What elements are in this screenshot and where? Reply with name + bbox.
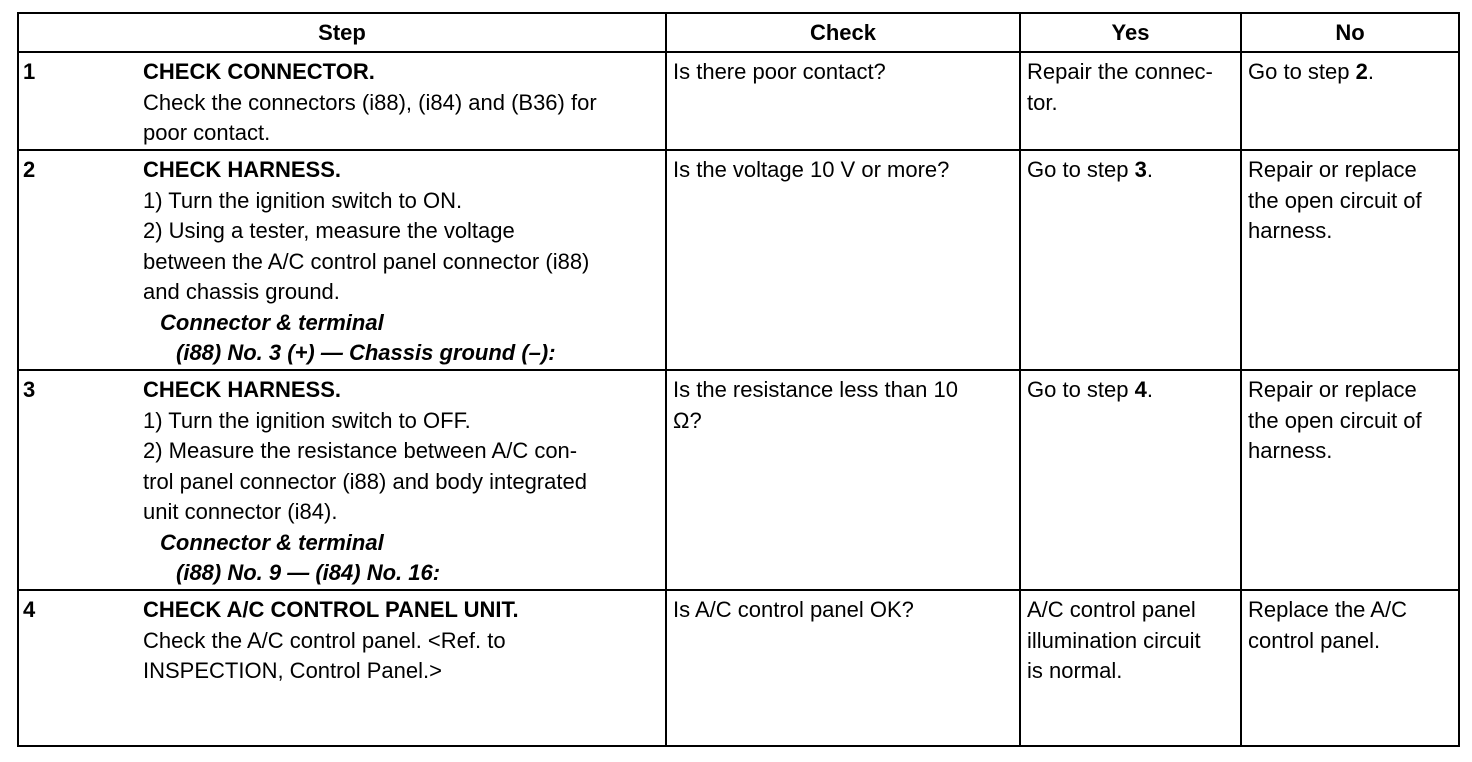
check-cell [665,371,1019,589]
step-title: CHECK HARNESS. [143,157,342,182]
step-text: between the A/C control panel connector (i88) [143,248,590,274]
header-no: No [1240,14,1458,51]
check-text: Is the voltage 10 V or more? [673,157,950,182]
yes-text: is normal. [1027,658,1123,683]
yes-text: Repair the connec- [1027,59,1213,84]
connector-terminal-label: Connector & terminal [160,529,384,555]
yes-text: illumination circuit [1027,627,1201,653]
step-text: and chassis ground. [143,279,340,304]
header-check: Check [665,14,1019,51]
no-text-suffix: . [1367,59,1374,84]
yes-text: Go to step [1027,377,1135,402]
yes-text: tor. [1027,89,1058,115]
step-text: unit connector (i84). [143,499,338,524]
step-text: poor contact. [143,120,271,145]
check-cell [665,591,1019,745]
step-text: 1) Turn the ignition switch to OFF. [143,407,471,433]
connector-terminal-spec: (i88) No. 3 (+) — Chassis ground (–): [176,340,556,365]
no-cell [1240,151,1458,369]
step-cell [19,591,665,745]
step-reference: 3 [1134,157,1147,182]
step-cell [19,151,665,369]
yes-cell [1019,151,1240,369]
check-text: Ω? [673,407,702,433]
no-text: Repair or replace [1248,377,1417,402]
check-cell [665,151,1019,369]
table-row [19,149,1458,369]
no-cell [1240,371,1458,589]
table-header [19,14,1458,51]
check-text: Is A/C control panel OK? [673,597,914,622]
yes-text-suffix: . [1146,157,1153,182]
step-reference: 2 [1355,59,1368,84]
step-text: trol panel connector (i88) and body integrated [143,468,587,494]
no-cell [1240,591,1458,745]
step-reference: 4 [1134,377,1147,402]
step-cell [19,53,665,149]
no-text: Repair or replace [1248,157,1417,182]
no-text: Replace the A/C [1248,597,1407,622]
diagnostic-table [17,12,1460,747]
no-text: the open circuit of [1248,187,1422,213]
table-row [19,51,1458,149]
step-text: Check the A/C control panel. <Ref. to [143,627,506,653]
step-text: 2) Measure the resistance between A/C con- [143,438,578,463]
yes-cell [1019,53,1240,149]
step-number: 4 [23,597,36,622]
no-text: Go to step [1248,59,1356,84]
step-text: Check the connectors (i88), (i84) and (B36) for [143,89,597,115]
check-text: Is there poor contact? [673,59,886,84]
no-cell [1240,53,1458,149]
step-number: 1 [23,59,36,84]
header-step: Step [318,20,366,45]
yes-text: Go to step [1027,157,1135,182]
table-row [19,369,1458,589]
check-cell [665,53,1019,149]
table-row [19,589,1458,745]
no-text: harness. [1248,218,1333,243]
yes-cell [1019,591,1240,745]
step-text: 2) Using a tester, measure the voltage [143,218,515,243]
step-number: 3 [23,377,36,402]
yes-cell [1019,371,1240,589]
check-text: Is the resistance less than 10 [673,377,958,402]
connector-terminal-label: Connector & terminal [160,309,384,335]
step-text: 1) Turn the ignition switch to ON. [143,187,463,213]
yes-text-suffix: . [1146,377,1153,402]
step-number: 2 [23,157,36,182]
connector-terminal-spec: (i88) No. 9 — (i84) No. 16: [176,560,441,585]
step-title: CHECK HARNESS. [143,377,342,402]
no-text: the open circuit of [1248,407,1422,433]
step-title: CHECK A/C CONTROL PANEL UNIT. [143,597,519,622]
step-title: CHECK CONNECTOR. [143,59,375,84]
no-text: harness. [1248,438,1333,463]
step-text: INSPECTION, Control Panel.> [143,658,442,683]
yes-text: A/C control panel [1027,597,1196,622]
no-text: control panel. [1248,627,1381,653]
header-yes: Yes [1019,14,1240,51]
step-cell [19,371,665,589]
